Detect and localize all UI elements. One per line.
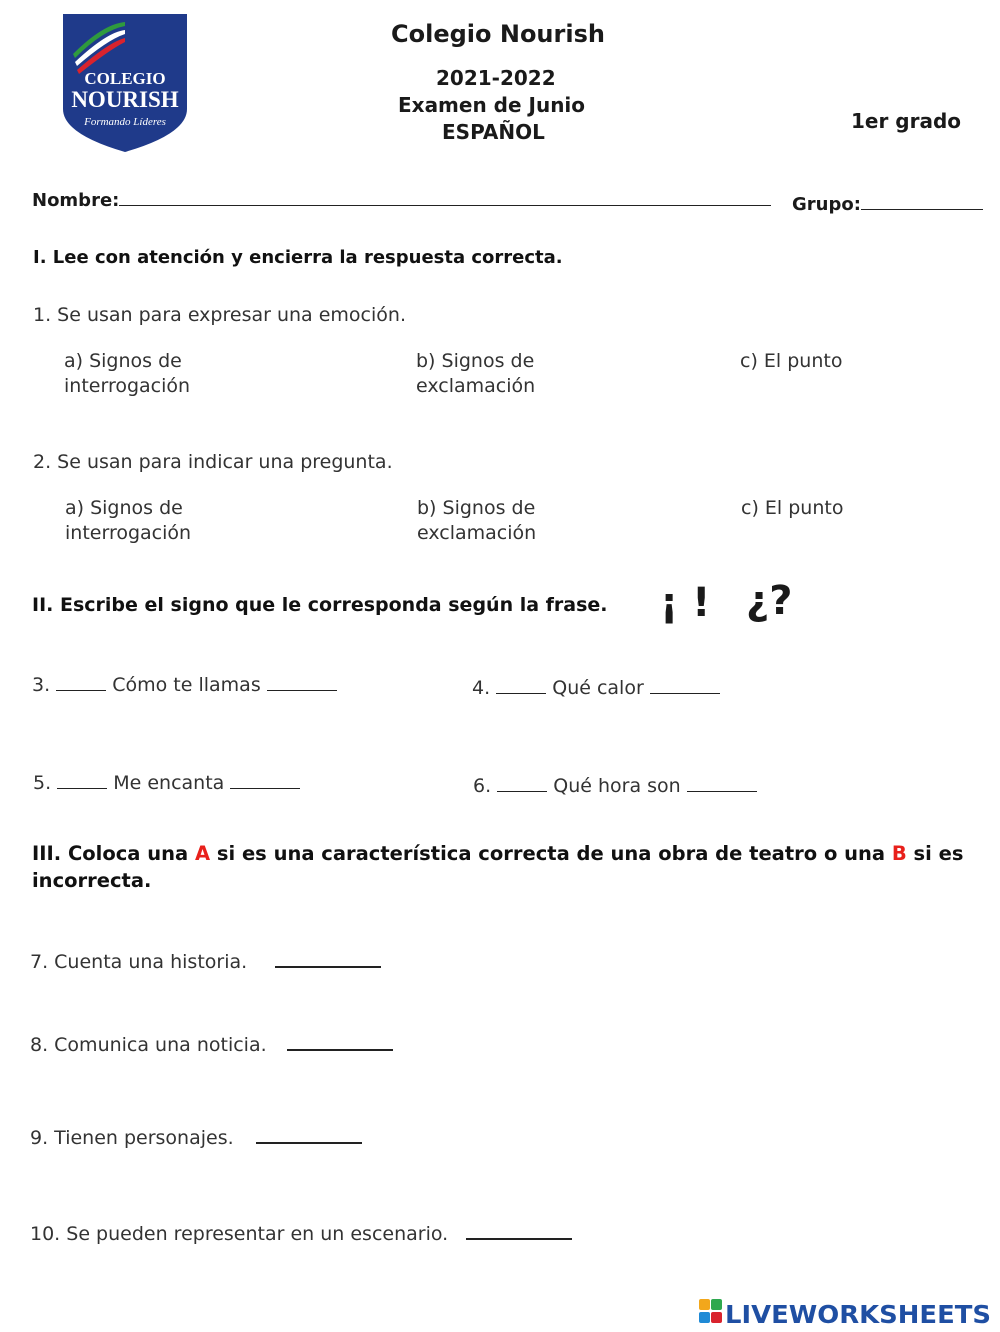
section3-title-part1: III. Coloca una	[32, 842, 195, 865]
question-1: 1. Se usan para expresar una emoción.	[33, 304, 406, 326]
letter-b: B	[891, 842, 907, 865]
item-3-close-blank[interactable]	[267, 690, 337, 691]
item-8	[30, 1034, 393, 1056]
item-10-blank[interactable]	[466, 1238, 572, 1240]
q1-option-c[interactable]: c) El punto	[740, 350, 843, 372]
q2-option-b[interactable]: b) Signos de exclamación	[417, 497, 537, 544]
item-6-num: 6.	[473, 775, 492, 797]
q2-option-a[interactable]: a) Signos de interrogación	[65, 497, 192, 544]
item-5-num: 5.	[33, 772, 52, 794]
section3-title	[32, 842, 963, 865]
school-year: 2021-2022	[436, 66, 556, 90]
item-5-text: Me encanta	[113, 772, 225, 794]
item-10	[30, 1223, 572, 1245]
item-6-close-blank[interactable]	[687, 791, 757, 792]
item-7-text: 7. Cuenta una historia.	[30, 951, 248, 973]
brand-text: LIVEWORKSHEETS	[725, 1300, 991, 1329]
q1-option-b[interactable]: b) Signos de exclamación	[416, 350, 536, 397]
item-3-text: Cómo te llamas	[112, 674, 261, 696]
item-4-num: 4.	[472, 677, 491, 699]
item-9	[30, 1127, 362, 1149]
liveworksheets-logo	[699, 1296, 994, 1330]
school-title: Colegio Nourish	[391, 20, 605, 48]
item-4-open-blank[interactable]	[496, 693, 546, 694]
logo-line2: NOURISH	[71, 87, 179, 112]
grade-label: 1er grado	[851, 109, 962, 133]
section3-title-part3: si es	[906, 842, 964, 865]
item-8-blank[interactable]	[287, 1049, 393, 1051]
item-4-close-blank[interactable]	[650, 693, 720, 694]
school-logo	[63, 14, 187, 152]
name-label: Nombre:	[32, 190, 120, 211]
item-7-blank[interactable]	[275, 966, 381, 968]
group-field	[792, 194, 983, 215]
item-10-text: 10. Se pueden representar en un escenario.	[30, 1223, 449, 1245]
exam-title: Examen de Junio	[398, 93, 586, 117]
item-8-text: 8. Comunica una noticia.	[30, 1034, 267, 1056]
letter-a: A	[194, 842, 211, 865]
item-3-open-blank[interactable]	[56, 690, 106, 691]
subject-title: ESPAÑOL	[442, 120, 545, 144]
item-6	[473, 775, 757, 797]
group-blank[interactable]	[861, 209, 983, 210]
logo-motto: Formando Líderes	[84, 116, 166, 128]
item-5-open-blank[interactable]	[57, 788, 107, 789]
section2-title: II. Escribe el signo que le corresponda según la frase.	[32, 594, 608, 616]
section3-title-part2: si es una característica correcta de una obra de teatro o una	[210, 842, 892, 865]
name-blank[interactable]	[119, 205, 771, 206]
item-4	[472, 677, 720, 699]
item-6-open-blank[interactable]	[497, 791, 547, 792]
item-3-num: 3.	[32, 674, 51, 696]
section3-title-line2: incorrecta.	[32, 869, 152, 892]
exclamation-signs: ¡ !	[660, 580, 711, 626]
item-5-close-blank[interactable]	[230, 788, 300, 789]
item-7	[30, 951, 381, 973]
item-9-text: 9. Tienen personajes.	[30, 1127, 234, 1149]
item-4-text: Qué calor	[552, 677, 644, 699]
logo-line1: COLEGIO	[84, 69, 166, 88]
section1-title: I. Lee con atención y encierra la respuesta correcta.	[33, 247, 563, 268]
q2-option-c[interactable]: c) El punto	[741, 497, 844, 519]
q1-option-a[interactable]: a) Signos de interrogación	[64, 350, 191, 397]
question-2: 2. Se usan para indicar una pregunta.	[33, 451, 393, 473]
item-3	[32, 674, 337, 696]
item-6-text: Qué hora son	[553, 775, 681, 797]
group-label: Grupo:	[792, 194, 861, 215]
item-9-blank[interactable]	[256, 1142, 362, 1144]
name-field	[32, 190, 771, 211]
item-5	[33, 772, 300, 794]
question-signs: ¿?	[746, 578, 793, 624]
